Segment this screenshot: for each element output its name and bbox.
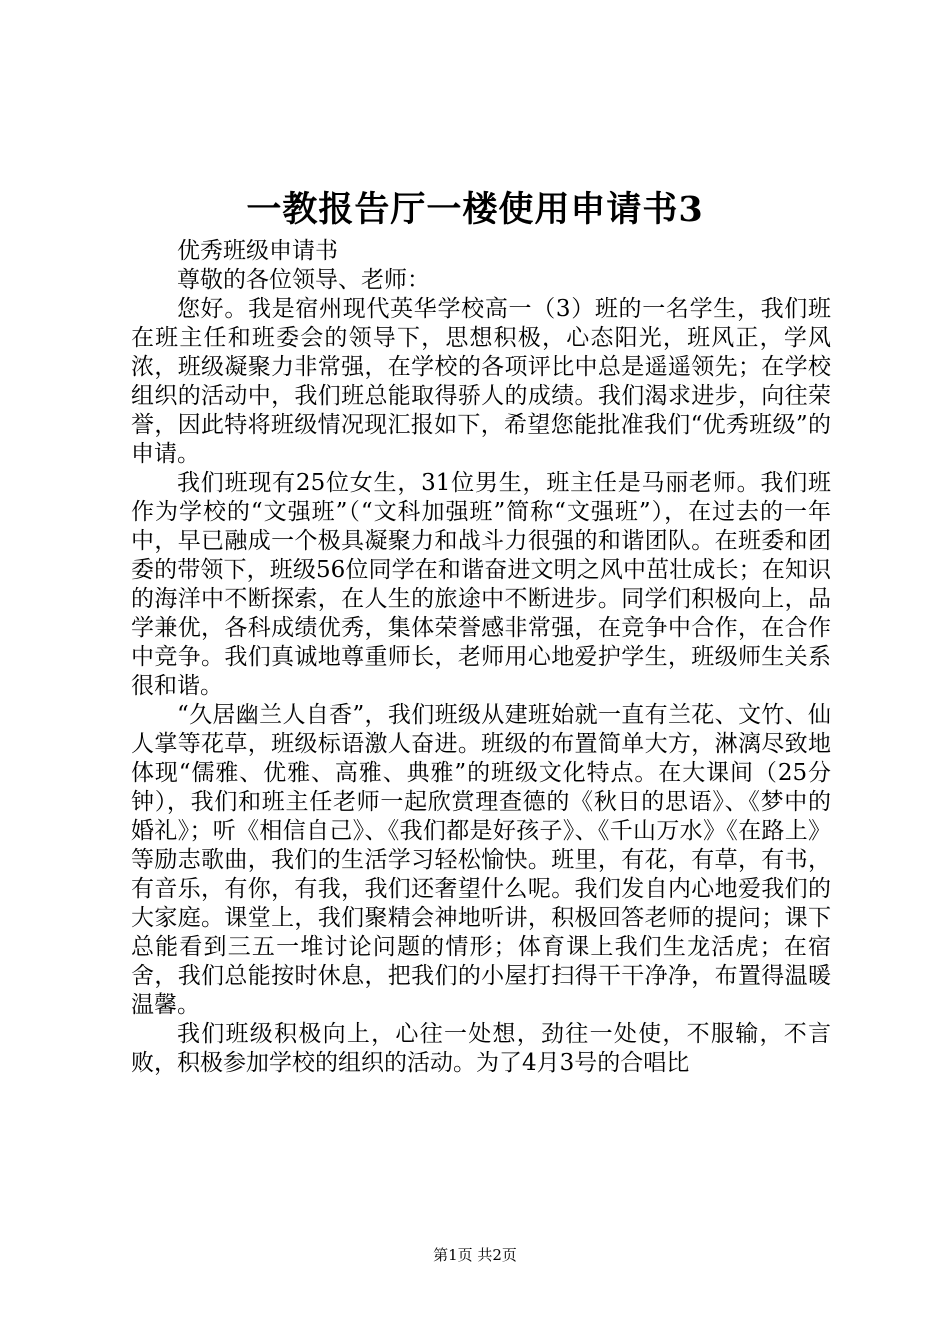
- paragraph-class-info: 我们班现有25位女生，31位男生，班主任是马丽老师。我们班作为学校的“文强班”（“文科加强班”简称“文强班”），在过去的一年中，早已融成一个极具凝聚力和战斗力很强的和谐团队。在班委和团委的带领下，班级56位同学在和谐奋进文明之风中茁壮成长；在知识的海洋中不断探索，在人生的旅途中不断进步。同学们积极向上，品学兼优，各科成绩优秀，集体荣誉感非常强，在竞争中合作，在合作中竞争。我们真诚地尊重师长，老师用心地爱护学生，班级师生关系很和谐。: [131, 470, 831, 699]
- document-title: 一教报告厅一楼使用申请书3: [246, 189, 704, 230]
- page-footer: 第1页 共2页: [433, 1246, 517, 1264]
- paragraph-heading: 优秀班级申请书: [177, 238, 338, 264]
- paragraph-intro: 您好。我是宿州现代英华学校高一（3）班的一名学生，我们班在班主任和班委会的领导下，思想积极，心态阳光，班风正，学风浓，班级凝聚力非常强，在学校的各项评比中总是遥遥领先；在学校组织的活动中，我们班总能取得骄人的成绩。我们渴求进步，向往荣誉，因此特将班级情况现汇报如下，希望您能批准我们“优秀班级”的申请。: [131, 296, 831, 467]
- document-body: [131, 237, 831, 1078]
- paragraph-activities: 我们班级积极向上，心往一处想，劲往一处使，不服输，不言败，积极参加学校的组织的活动。为了4月3号的合唱比: [131, 1021, 831, 1076]
- paragraph-salutation: 尊敬的各位领导、老师：: [177, 267, 430, 293]
- paragraph-class-culture: “久居幽兰人自香”，我们班级从建班始就一直有兰花、文竹、仙人掌等花草，班级标语激人奋进。班级的布置简单大方，淋漓尽致地体现“儒雅、优雅、高雅、典雅”的班级文化特点。在大课间（25分钟），我们和班主任老师一起欣赏理查德的《秋日的思语》、《梦中的婚礼》；听《相信自己》、《我们都是好孩子》、《千山万水》《在路上》等励志歌曲，我们的生活学习轻松愉快。班里，有花，有草，有书，有音乐，有你，有我，我们还奢望什么呢。我们发自内心地爱我们的大家庭。课堂上，我们聚精会神地听讲，积极回答老师的提问；课下总能看到三五一堆讨论问题的情形；体育课上我们生龙活虎；在宿舍，我们总能按时休息，把我们的小屋打扫得干干净净，布置得温暖温馨。: [131, 702, 831, 1018]
